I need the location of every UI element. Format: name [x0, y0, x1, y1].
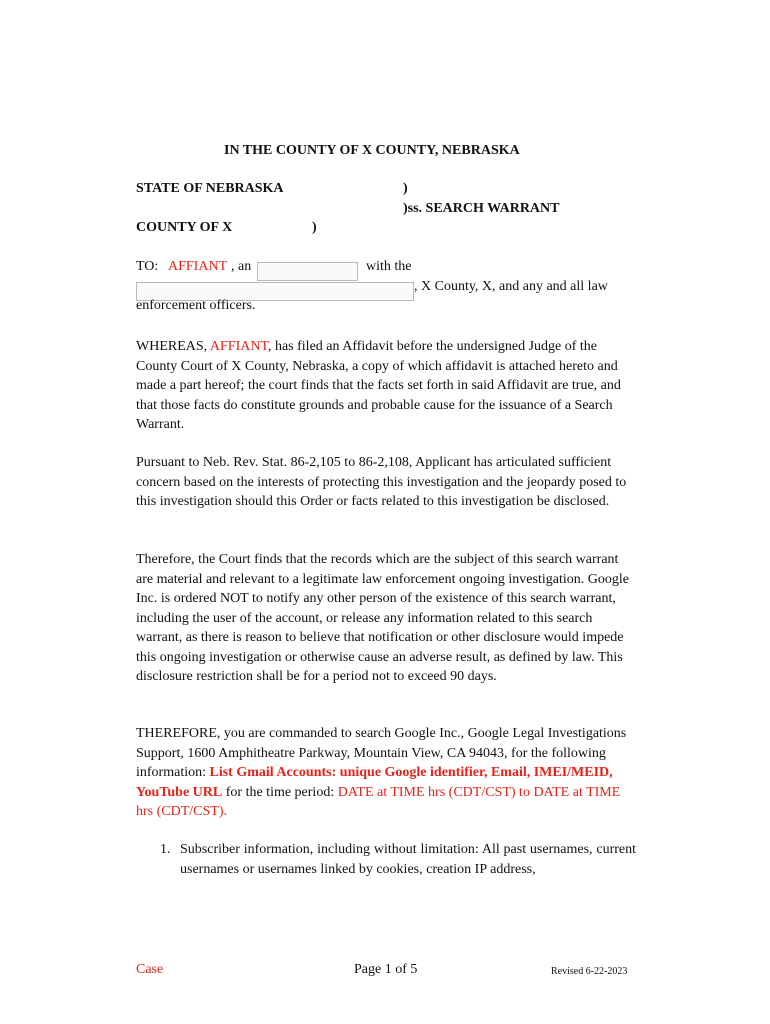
- accounts-placeholder: List Gmail Accounts: unique Google identifier, Email, IMEI/MEID, YouTube URL: [136, 765, 613, 800]
- period-placeholder: DATE at TIME hrs (CDT/CST) to DATE at TIME hrs (CDT/CST).: [136, 784, 621, 819]
- agency-title-field[interactable]: [257, 262, 358, 281]
- whereas-paragraph: [136, 337, 636, 435]
- court-title: IN THE COUNTY OF X COUNTY, NEBRASKA: [224, 143, 520, 158]
- enforcement-officers: enforcement officers.: [136, 298, 256, 313]
- footer-page-number: Page 1 of 5: [354, 962, 418, 977]
- pursuant-paragraph: Pursuant to Neb. Rev. Stat. 86-2,105 to 86-2,108, Applicant has articulated sufficient concern based on the interests of protecting this investigation and the jeopardy posed to this investigation should this Order or facts related to this investigation be disclosed.: [136, 455, 627, 509]
- whereas-prefix: WHEREAS,: [136, 339, 210, 354]
- caption-paren: ): [312, 220, 317, 235]
- with-the: with the: [366, 259, 412, 274]
- command-prefix: THEREFORE, you are commanded to search Google Inc., Google Legal Investigations Support, 1600 Amphitheatre Parkway, Mountain View, CA 94043, for the following information:: [136, 726, 627, 780]
- whereas-body: , has filed an Affidavit before the undersigned Judge of the County Court of X County, Nebraska, a copy of which affidavit is attached hereto and made a part hereof; the court finds that the facts set forth in said Affidavit are true, and that those facts do constitute grounds and probable cause for the issuance of a Search Warrant.: [136, 339, 621, 432]
- to-label: TO:: [136, 259, 159, 274]
- state-line: STATE OF NEBRASKA: [136, 181, 284, 196]
- command-middle: for the time period:: [222, 784, 338, 800]
- county-tail: , X County, X, and any and all law: [414, 279, 608, 294]
- county-line: COUNTY OF X: [136, 220, 233, 235]
- command-paragraph: [136, 724, 636, 822]
- affiant-placeholder: AFFIANT: [209, 339, 268, 354]
- footer-case: Case: [136, 962, 164, 977]
- list-text: Subscriber information, including without limitation: All past usernames, current usernames or usernames linked by cookies, creation IP address,: [180, 842, 636, 877]
- affiant-placeholder: AFFIANT: [168, 259, 228, 274]
- non-disclosure-paragraph: Therefore, the Court finds that the records which are the subject of this search warrant are material and relevant to a legitimate law enforcement ongoing investigation. Google Inc. is ordered NOT to notify any other person of the existence of this search warrant, including the user of the account, or release any information related to this search warrant, as there is reason to believe that notification or other disclosure would impede this ongoing investigation or otherwise cause an adverse result, as defined by law. This disclosure restriction shall be for a period not to exceed 90 days.: [136, 552, 629, 684]
- to-an: , an: [231, 259, 252, 274]
- caption-paren: ): [403, 181, 408, 196]
- list-number: 1.: [160, 842, 171, 857]
- footer-revised: Revised 6-22-2023: [551, 966, 628, 977]
- ss-search-warrant: )ss. SEARCH WARRANT: [403, 201, 560, 216]
